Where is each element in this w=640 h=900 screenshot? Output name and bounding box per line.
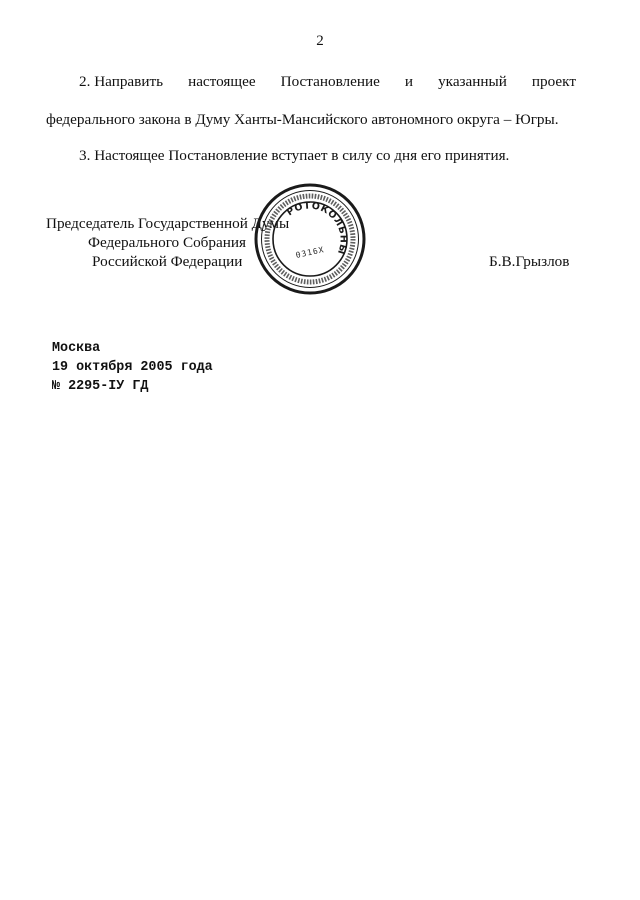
word: проект <box>531 73 576 90</box>
signer-name: Б.В.Грызлов <box>489 253 570 270</box>
paragraph-3: 3. Настоящее Постановление вступает в силу со дня его принятия. <box>79 147 510 164</box>
signer-title-line-3: Российской Федерации <box>92 253 243 270</box>
stamp-number: 0316Х <box>294 245 326 260</box>
stamp-center-text: ПРОТОКОЛЬНЫЙ <box>284 200 349 256</box>
word: указанный <box>438 73 507 90</box>
date: 19 октября 2005 года <box>52 360 213 375</box>
page-number: 2 <box>316 33 324 49</box>
place: Москва <box>52 341 101 356</box>
word: Постановление <box>280 73 380 90</box>
official-seal-stamp <box>253 182 367 296</box>
paragraph-2-line-1 <box>79 72 576 92</box>
signer-title-line-2: Федерального Собрания <box>88 234 246 251</box>
signer-title-line-1: Председатель Государственной Думы <box>46 215 290 232</box>
word: настоящее <box>188 73 256 90</box>
document-number: № 2295-IУ ГД <box>52 379 149 394</box>
paragraph-2-line-2: федерального закона в Думу Ханты-Мансийского автономного округа – Югры. <box>46 111 559 128</box>
word: 2. Направить <box>79 73 164 90</box>
word: и <box>404 73 414 90</box>
